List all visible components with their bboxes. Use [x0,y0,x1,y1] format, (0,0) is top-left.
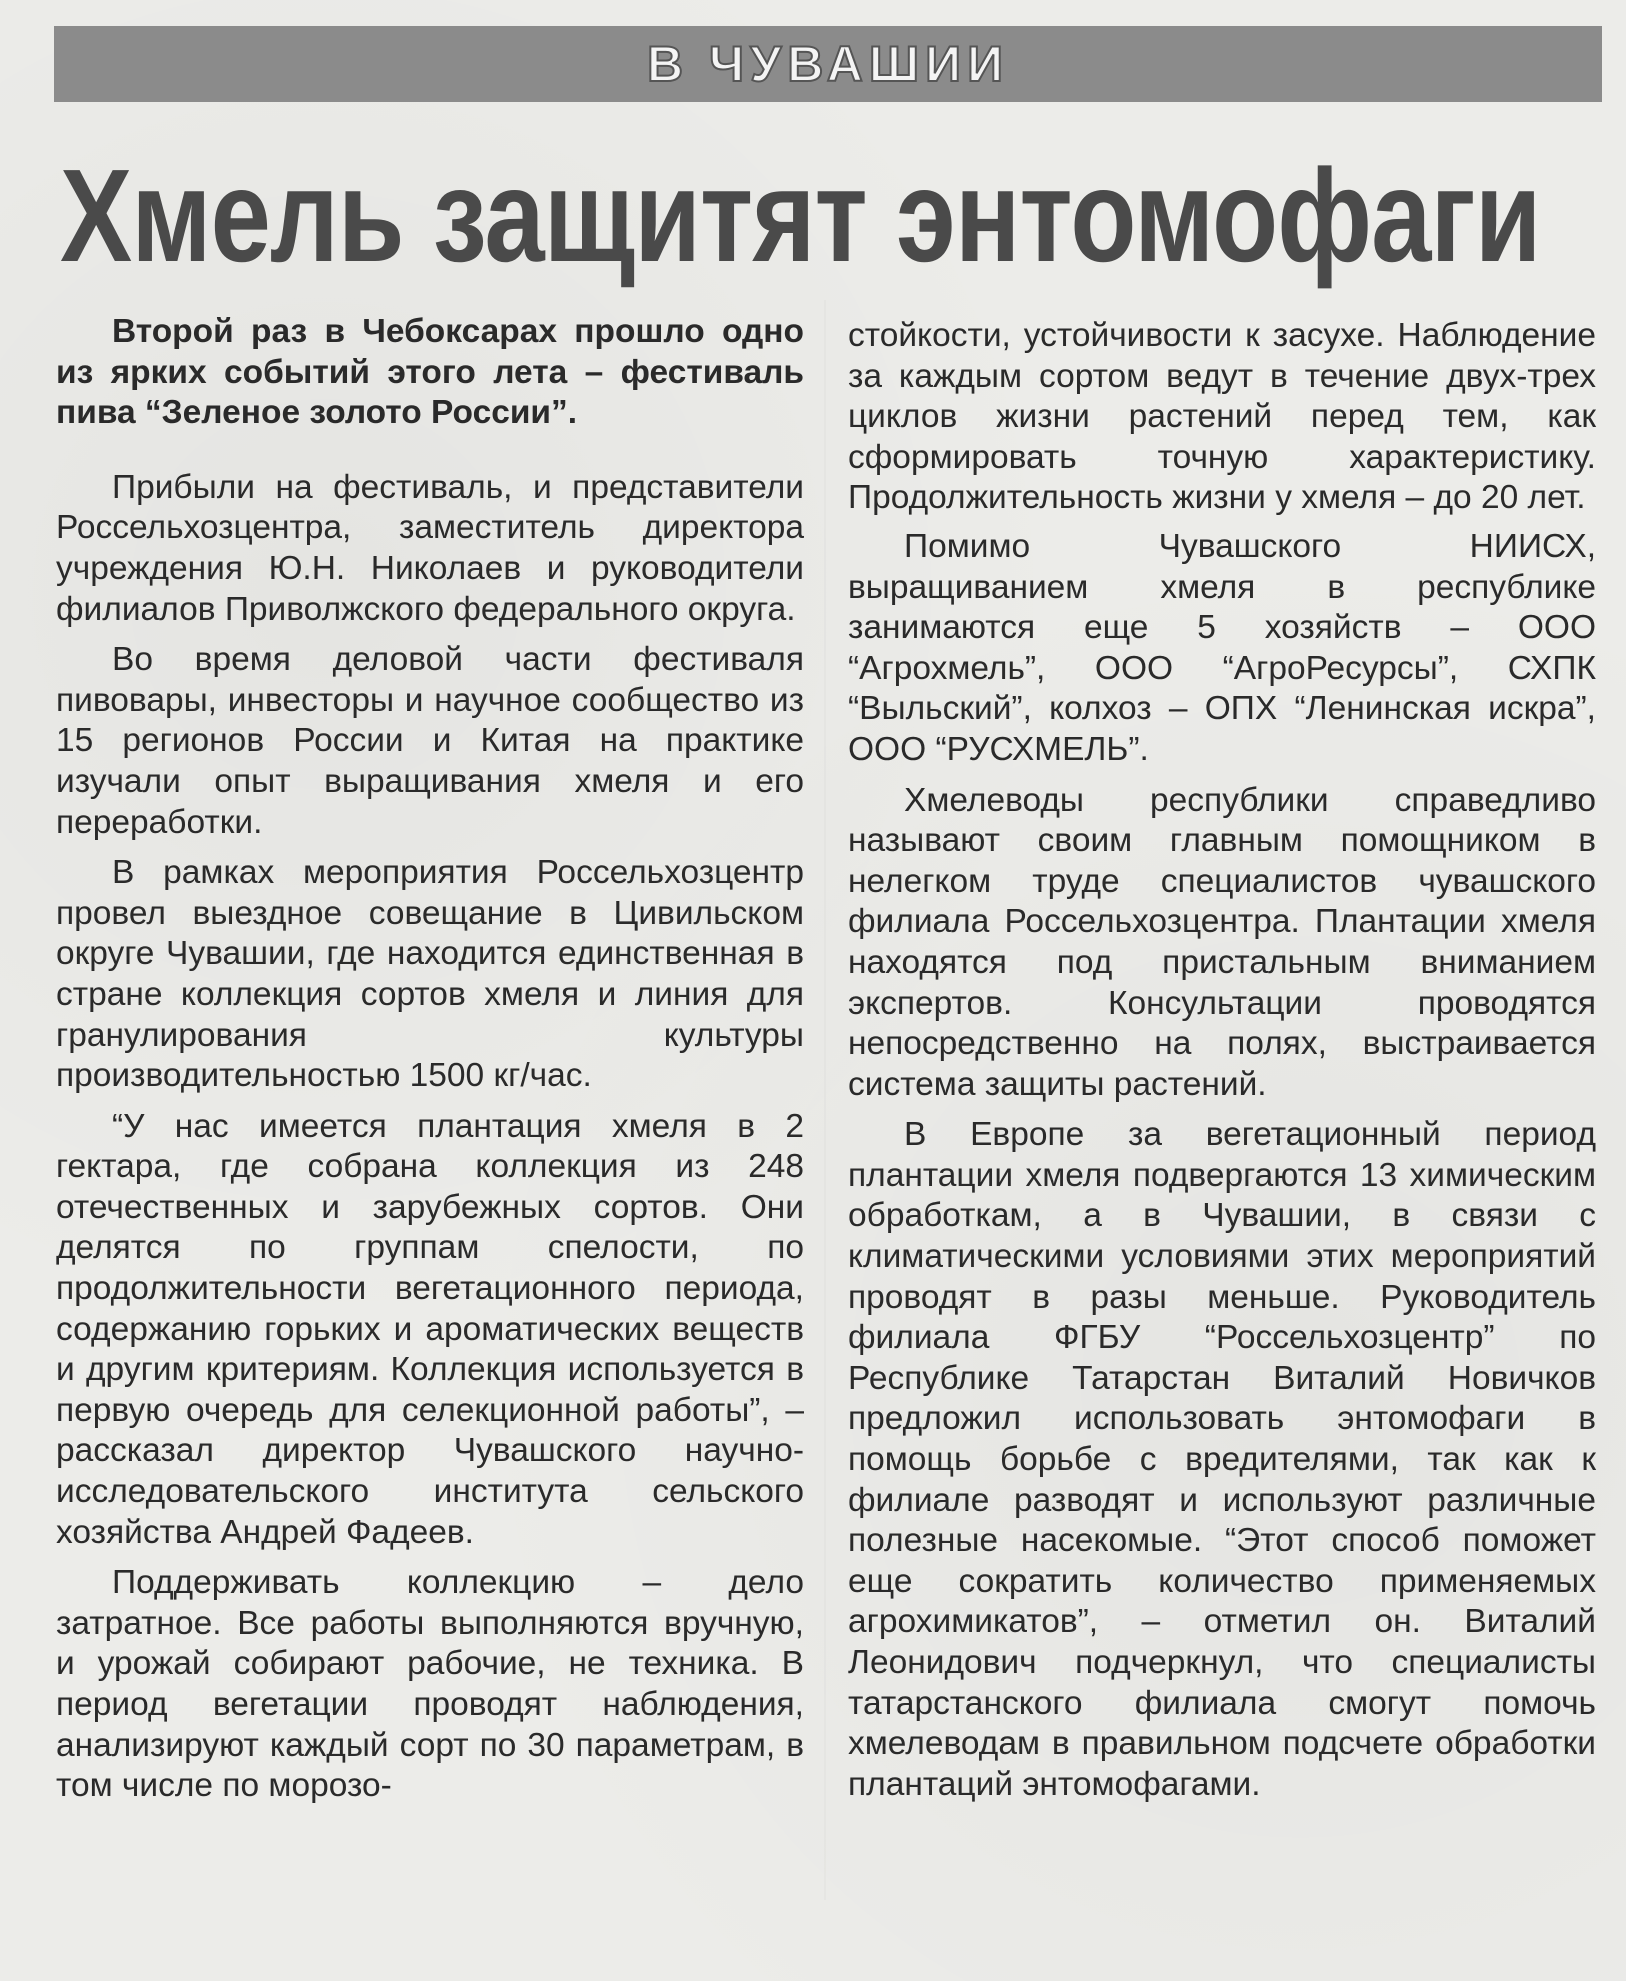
paragraph: Помимо Чувашского НИИСХ, выращиванием хмеля в республике занимаются еще 5 хозяйств – ООО “Агрохмель”, ООО “АгроРесурсы”, СХПК “Выльский”, колхоз – ОПХ “Ленинская искра”, ООО “РУСХМЕЛЬ”. [848,527,1596,768]
paragraph: Во время деловой части фестиваля пивовары, инвесторы и научное сообщество из 15 регионов России и Китая на практике изучали опыт выращивания хмеля и его переработки. [56,641,804,841]
paragraph: “У нас имеется плантация хмеля в 2 гектара, где собрана коллекция из 248 отечественных и зарубежных сортов. Они делятся по группам спелости, по продолжительности вегетационного периода, содержанию горьких и ароматических веществ и другим критериям. Коллекция используется в первую очередь для селекционной работы”, – рассказал директор Чувашского научно-исследовательского института сельского хозяйства Андрей Фадеев. [56,1107,804,1551]
paragraph: В Европе за вегетационный период плантации хмеля подвергаются 13 химическим обработкам, а в Чувашии, в связи с климатическими условиями этих мероприятий проводят в разы меньше. Руководитель филиала ФГБУ “Россельхозцентр” по Республике Татарстан Виталий Новичков предложил использовать энтомофаги в помощь борьбе с вредителями, так как к филиале разводят и используют различные полезные насекомые. “Этот способ поможет еще сократить количество применяемых агрохимикатов”, – отметил он. Виталий Леонидович подчеркнул, что специалисты татарстанского филиала смогут помочь хмелеводам в правильном подсчете обработки плантаций энтомофагами. [848,1116,1596,1803]
right-column [848,316,1596,1815]
paragraph-continuation: стойкости, устойчивости к засухе. Наблюдение за каждым сортом ведут в течение двух-трех циклов жизни растений перед тем, как сформировать точную характеристику. Продолжительность жизни у хмеля – до 20 лет. [848,317,1596,517]
paragraph: В рамках мероприятия Россельхозцентр провел выездное совещание в Цивильском округе Чувашии, где находится единственная в стране коллекция сортов хмеля и линия для гранулирования культуры производительностью 1500 кг/час. [56,854,804,1095]
article-headline: Хмель защитят энтомофаги [60,142,1541,289]
article-lead: Второй раз в Чебоксарах прошло одно из ярких событий этого лета – фестиваль пива “Зеленое золото России”. [56,313,804,432]
rubric-banner [54,26,1602,102]
rubric-title: В ЧУВАШИИ [646,36,1010,92]
column-divider [824,300,826,1900]
paragraph: Поддерживать коллекцию – дело затратное. Все работы выполняются вручную, и урожай собирают рабочие, не техника. В период вегетации проводят наблюдения, анализируют каждый сорт по 30 параметрам, в том числе по морозо- [56,1564,804,1805]
paragraph: Хмелеводы республики справедливо называют своим главным помощником в нелегком труде специалистов чувашского филиала Россельхозцентра. Плантации хмеля находятся под пристальным вниманием экспертов. Консультации проводятся непосредственно на полях, выстраивается система защиты растений. [848,781,1596,1103]
paragraph: Прибыли на фестиваль, и представители Россельхозцентра, заместитель директора учреждения Ю.Н. Николаев и руководители филиалов Приволжского федерального округа. [56,468,804,628]
left-column [56,312,804,1817]
